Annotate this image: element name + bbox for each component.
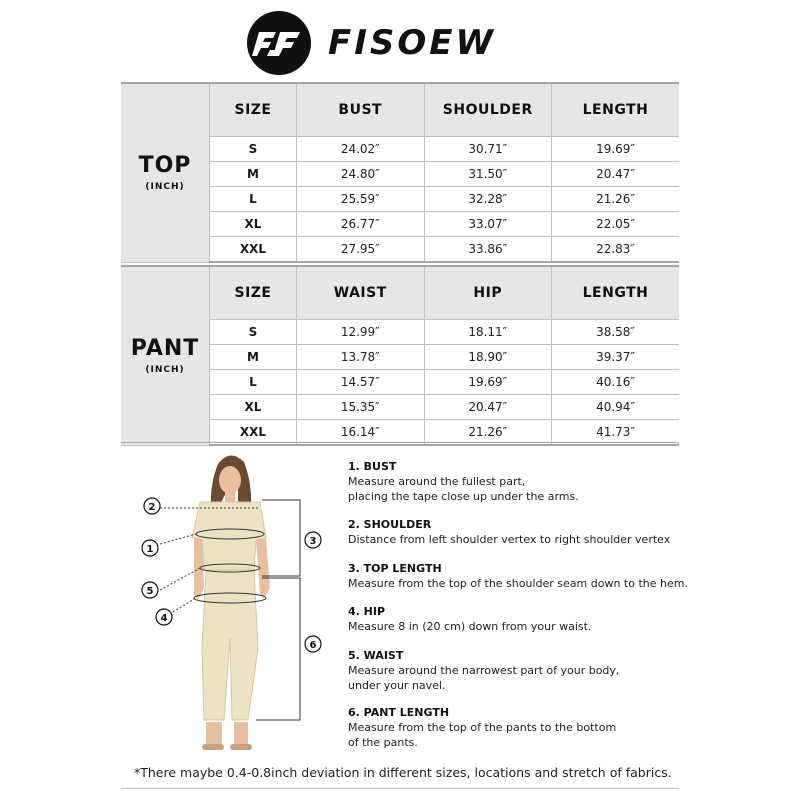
shoulder-cell: 33.07″	[424, 212, 552, 237]
top-category-label: TOP	[138, 153, 192, 179]
pant-unit-label: (INCH)	[145, 365, 185, 376]
footer-divider	[121, 788, 679, 789]
size-cell: XL	[210, 212, 297, 237]
length-cell: 40.16″	[552, 370, 680, 395]
svg-text:3: 3	[309, 536, 317, 547]
model-measurement-illustration	[120, 448, 340, 763]
instruction-shoulder	[348, 518, 788, 547]
length-cell: 41.73″	[552, 420, 680, 446]
column-header-length: LENGTH	[552, 266, 680, 320]
shoulder-cell: 32.28″	[424, 187, 552, 212]
instruction-title: 5. WAIST	[348, 649, 404, 662]
shoulder-cell: 31.50″	[424, 162, 552, 187]
instruction-waist	[348, 649, 788, 693]
bust-cell: 25.59″	[297, 187, 425, 212]
top-size-table	[121, 82, 679, 263]
pant-size-table	[121, 265, 679, 446]
size-cell: L	[210, 187, 297, 212]
marker-5	[142, 582, 158, 598]
instruction-title: 1. BUST	[348, 460, 397, 473]
deviation-note: *There maybe 0.4-0.8inch deviation in different sizes, locations and stretch of fabrics.	[134, 765, 672, 780]
hip-cell: 21.26″	[424, 420, 552, 446]
column-header-bust: BUST	[297, 83, 425, 137]
size-cell: M	[210, 162, 297, 187]
instruction-text: Measure from the top of the pants to the bottom of the pants.	[348, 721, 617, 749]
svg-text:5: 5	[146, 586, 154, 597]
shoulder-cell: 33.86″	[424, 237, 552, 263]
svg-text:2: 2	[148, 502, 156, 513]
length-cell: 19.69″	[552, 137, 680, 162]
column-header-size: SIZE	[210, 83, 297, 137]
hip-cell: 19.69″	[424, 370, 552, 395]
length-cell: 21.26″	[552, 187, 680, 212]
section-divider	[121, 442, 679, 443]
instruction-title: 6. PANT LENGTH	[348, 706, 450, 719]
instruction-title: 2. SHOULDER	[348, 518, 432, 531]
column-header-shoulder: SHOULDER	[424, 83, 552, 137]
column-header-length: LENGTH	[552, 83, 680, 137]
column-header-size: SIZE	[210, 266, 297, 320]
instruction-title: 4. HIP	[348, 605, 386, 618]
waist-cell: 12.99″	[297, 320, 425, 345]
brand-name: FISOEW	[328, 23, 496, 63]
waist-cell: 14.57″	[297, 370, 425, 395]
length-cell: 22.05″	[552, 212, 680, 237]
instruction-title: 3. TOP LENGTH	[348, 562, 442, 575]
shoulder-cell: 30.71″	[424, 137, 552, 162]
size-cell: S	[210, 320, 297, 345]
svg-text:4: 4	[160, 613, 168, 624]
instruction-text: Measure from the top of the shoulder seam down to the hem.	[348, 577, 688, 590]
top-unit-label: (INCH)	[145, 182, 185, 193]
size-cell: M	[210, 345, 297, 370]
pant-category-label: PANT	[130, 336, 200, 362]
column-header-hip: HIP	[424, 266, 552, 320]
instruction-top-length	[348, 562, 788, 591]
marker-2	[144, 498, 160, 514]
instruction-text: Measure around the narrowest part of your body, under your navel.	[348, 664, 620, 692]
length-cell: 39.37″	[552, 345, 680, 370]
top-category-cell	[121, 83, 210, 262]
size-cell: XL	[210, 395, 297, 420]
size-cell: XXL	[210, 420, 297, 446]
instruction-pant-length	[348, 706, 788, 750]
marker-4	[156, 609, 172, 625]
svg-text:6: 6	[309, 640, 317, 651]
svg-text:1: 1	[146, 544, 154, 555]
instruction-text: Measure around the fullest part, placing the tape close up under the arms.	[348, 475, 579, 503]
length-cell: 40.94″	[552, 395, 680, 420]
instruction-text: Measure 8 in (20 cm) down from your waist.	[348, 620, 592, 633]
bust-cell: 26.77″	[297, 212, 425, 237]
size-cell: S	[210, 137, 297, 162]
fisoew-logo-icon	[246, 10, 312, 76]
waist-cell: 13.78″	[297, 345, 425, 370]
marker-3	[305, 532, 321, 548]
size-cell: L	[210, 370, 297, 395]
hip-cell: 18.90″	[424, 345, 552, 370]
waist-cell: 15.35″	[297, 395, 425, 420]
brand-header	[246, 10, 496, 76]
hip-cell: 18.11″	[424, 320, 552, 345]
instruction-hip	[348, 605, 788, 634]
length-cell: 22.83″	[552, 237, 680, 263]
marker-6	[305, 636, 321, 652]
length-cell: 20.47″	[552, 162, 680, 187]
instruction-text: Distance from left shoulder vertex to right shoulder vertex	[348, 533, 671, 546]
instruction-bust	[348, 460, 788, 504]
hip-cell: 20.47″	[424, 395, 552, 420]
bust-cell: 27.95″	[297, 237, 425, 263]
bust-cell: 24.80″	[297, 162, 425, 187]
pant-category-cell	[121, 266, 210, 445]
waist-cell: 16.14″	[297, 420, 425, 446]
marker-1	[142, 540, 158, 556]
column-header-waist: WAIST	[297, 266, 425, 320]
size-cell: XXL	[210, 237, 297, 263]
bust-cell: 24.02″	[297, 137, 425, 162]
length-cell: 38.58″	[552, 320, 680, 345]
